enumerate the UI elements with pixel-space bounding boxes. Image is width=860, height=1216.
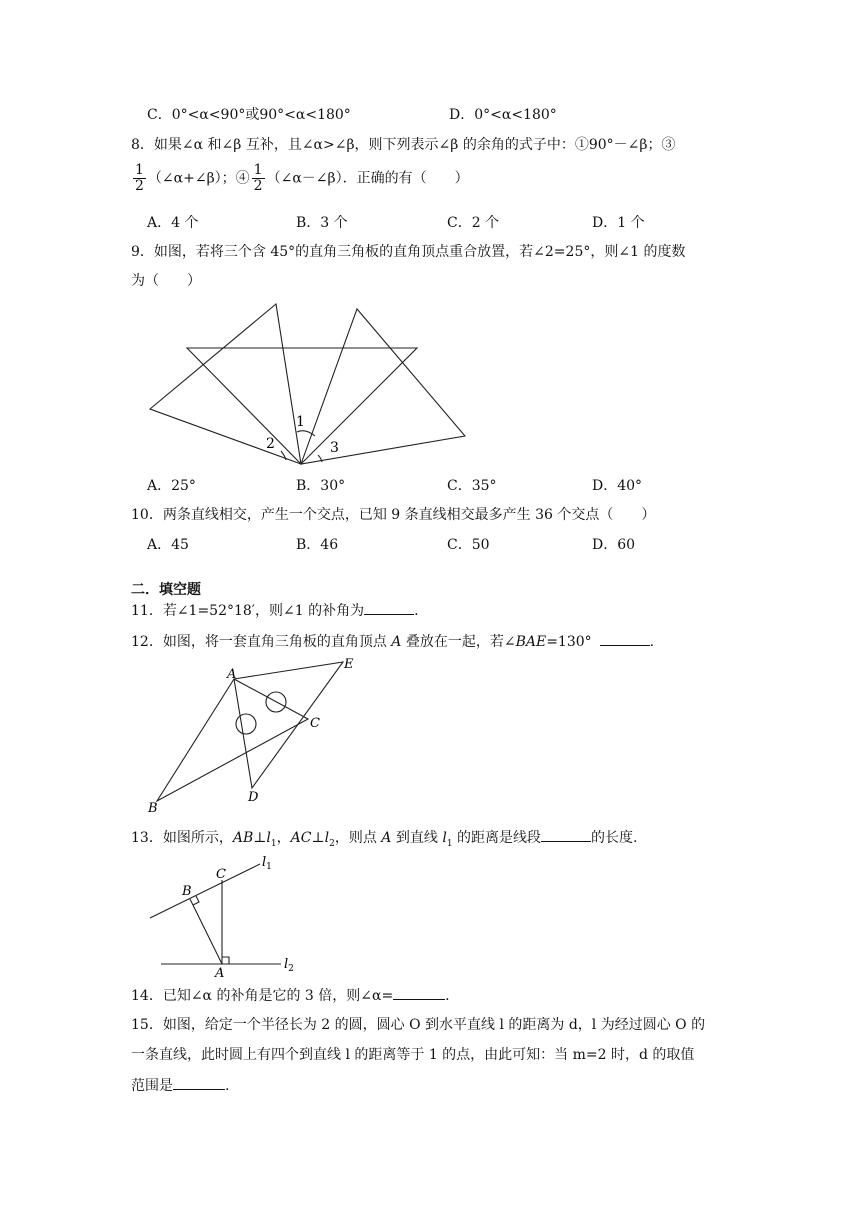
q10-option-b: B．46 <box>296 537 339 553</box>
q15-stem-line1: 15．如图，给定一个半径长为 2 的圆，圆心 O 到水平直线 l 的距离为 d，l 为经过圆心 O 的 <box>131 1017 706 1033</box>
q9-stem-line1: 9．如图，若将三个含 45°的直角三角板的直角顶点重合放置，若∠2=25°，则∠1 的度数 <box>131 244 686 260</box>
q15-answer-blank[interactable] <box>173 1075 225 1090</box>
q10-option-c: C．50 <box>447 537 490 553</box>
q12-label-c: C <box>310 716 320 731</box>
q15-stem-line2: 一条直线，此时圆上有四个到直线 l 的距离等于 1 的点，由此可知：当 m=2 时，d 的取值 <box>131 1047 695 1063</box>
q8-option-b: B．3 个 <box>296 215 348 231</box>
q13-line-l1 <box>150 864 260 918</box>
q9-option-b: B．30° <box>296 478 346 494</box>
q10-option-d: D．60 <box>592 537 636 553</box>
q10-option-a: A．45 <box>147 537 189 553</box>
q8-option-a: A．4 个 <box>147 215 199 231</box>
q10-stem: 10．两条直线相交，产生一个交点，已知 9 条直线相交最多产生 36 个交点（ ） <box>131 507 656 523</box>
q12-stem: 12．如图，将一套直角三角板的直角顶点 A 叠放在一起，若∠BAE=130° . <box>131 631 654 652</box>
q13-label-a: A <box>215 966 225 981</box>
q8-fraction-2: $\frac{1}{2}$ <box>253 162 263 194</box>
q13-segment-ab <box>190 899 222 964</box>
q9-label-2: 2 <box>266 436 275 452</box>
q8-fraction-1: $\frac{1}{2}$ <box>135 162 144 194</box>
section-fill-in-title: 二．填空题 <box>131 582 201 598</box>
q9-option-c: C．35° <box>447 478 497 494</box>
q9-label-3: 3 <box>330 440 339 456</box>
q9-stem-line2: 为（ ） <box>131 273 201 289</box>
q15-stem-line3: 范围是 . <box>131 1075 229 1096</box>
q13-right-angle-a <box>222 957 229 964</box>
q13-label-b: B <box>182 884 192 899</box>
q12-label-d: D <box>248 790 259 805</box>
q12-label-e: E <box>344 657 354 672</box>
q8-option-d: D．1 个 <box>592 215 645 231</box>
q13-label-l2: $l_2$ <box>284 957 294 974</box>
q7-option-d: D．0°<α<180° <box>449 107 557 123</box>
q13-label-l1: $l_1$ <box>262 855 272 872</box>
q11-stem: 11．若∠1=52°18′，则∠1 的补角为 . <box>131 600 419 621</box>
q12-label-b: B <box>148 801 158 816</box>
q14-answer-blank[interactable] <box>393 985 445 1000</box>
q9-option-d: D．40° <box>592 478 643 494</box>
q8-stem-line1: 8．如果∠α 和∠β 互补，且∠α>∠β，则下列表示∠β 的余角的式子中：①90°－∠β；③ <box>131 137 676 153</box>
q7-option-c: C．0°<α<90°或90°<α<180° <box>147 107 351 123</box>
q13-stem: 13．如图所示，$AB\perp l_1$，$AC\perp l_2$，则点 A 到直线 $l_1$ 的距离是线段 的长度. <box>131 827 637 854</box>
q8-stem-line2: $\frac{1}{2}$ （∠α+∠β）；④ $\frac{1}{2}$ （∠α－∠β）．正确的有（ ） <box>135 162 469 194</box>
q13-label-c: C <box>216 867 226 882</box>
q8-option-c: C．2 个 <box>447 215 500 231</box>
q9-label-1: 1 <box>296 414 305 430</box>
q12-label-a: A <box>227 667 237 682</box>
q13-right-angle-b <box>193 896 199 905</box>
q9-option-a: A．25° <box>147 478 196 494</box>
q14-stem: 14．已知∠α 的补角是它的 3 倍，则∠α= . <box>131 985 450 1006</box>
